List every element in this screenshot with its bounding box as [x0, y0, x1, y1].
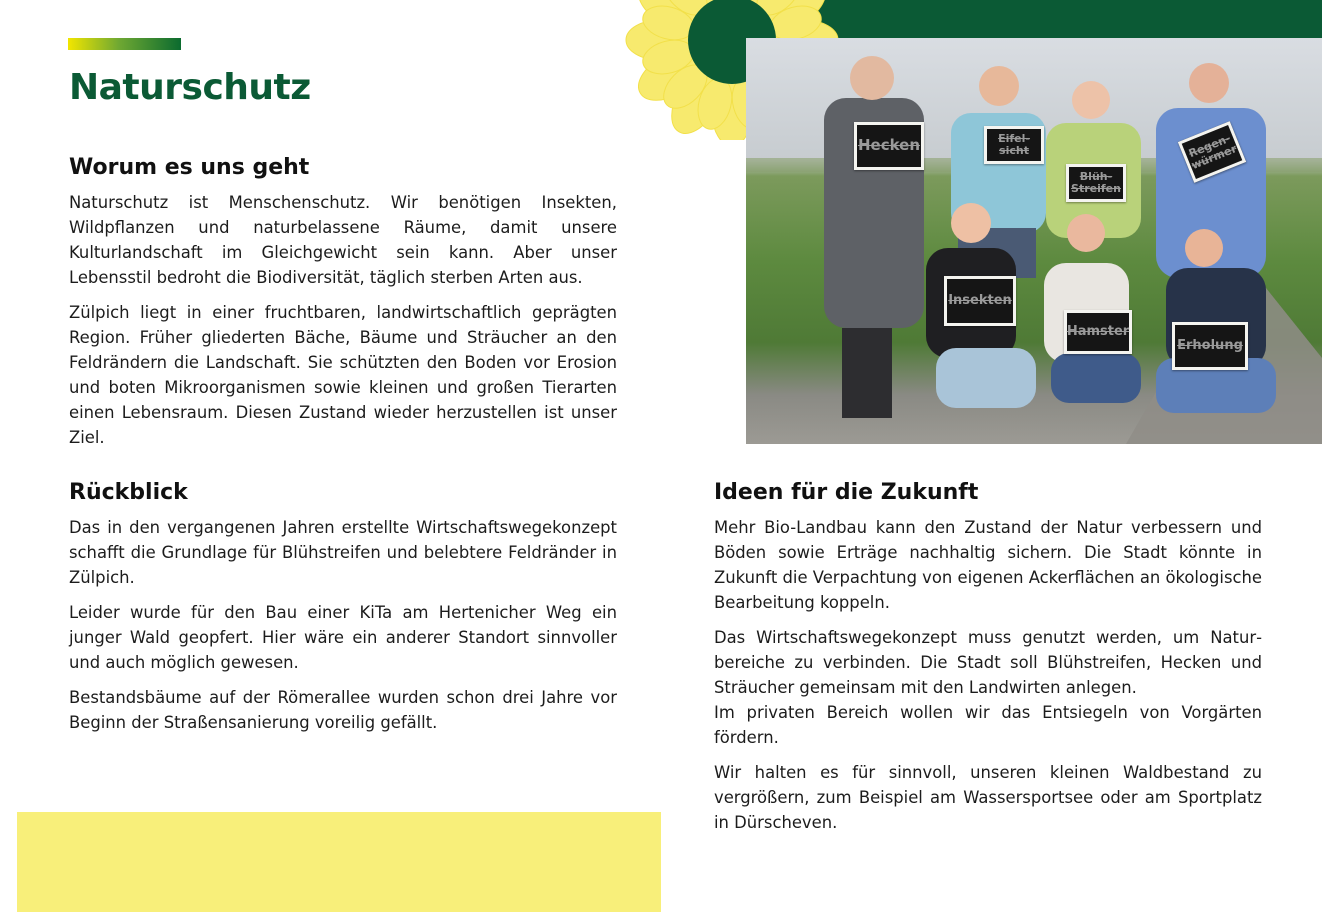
photo-sign: Blüh-Streifen	[1066, 164, 1126, 202]
photo-sign: Insekten	[944, 276, 1016, 326]
photo-sign: Hecken	[854, 122, 924, 170]
paragraph: Naturschutz ist Menschenschutz. Wir benötigen Insekten, Wildpflanzen und naturbelassene Räume, damit unsere Kulturlandschaft im Gleichgewicht sein kann. Aber unser Lebensstil bedroht die Biodiversität, täglich sterben Arten aus.	[69, 193, 617, 287]
right-column	[714, 480, 1262, 845]
photo-sign: Erholung	[1172, 322, 1248, 370]
photo-sign: Hamster	[1064, 310, 1132, 354]
yellow-highlight-box	[17, 812, 661, 912]
section-heading-worum: Worum es uns geht	[69, 155, 310, 180]
left-column	[69, 155, 617, 745]
group-photo	[746, 38, 1322, 444]
page-title: Naturschutz	[69, 67, 311, 108]
section-heading-rueckblick: Rückblick	[69, 480, 188, 505]
paragraph: Bestandsbäume auf der Römerallee wurden schon drei Jahre vor Beginn der Straßensanierung voreilig gefällt.	[69, 688, 617, 732]
paragraph: Mehr Bio-Landbau kann den Zustand der Natur verbessern und Böden sowie Erträge nachhaltig sichern. Die Stadt könnte in Zukunft die Verpachtung von eigenen Ackerflächen an ökologische Bearbeitung koppeln.	[714, 518, 1262, 612]
person	[1044, 214, 1141, 403]
header-green-band	[780, 0, 1322, 38]
person	[1046, 81, 1141, 238]
photo-sign: Regen-würmer	[1178, 121, 1246, 183]
person	[951, 66, 1046, 278]
paragraph: Wir halten es für sinnvoll, unseren kleinen Waldbestand zu vergrößern, zum Beispiel am Wassersportsee oder am Sportplatz in Dürscheven.	[714, 763, 1262, 832]
paragraph: Im privaten Bereich wollen wir das Entsiegeln von Vorgärten fördern.	[714, 703, 1262, 747]
paragraph: Das in den vergangenen Jahren erstellte Wirtschaftswegekonzept schafft die Grundlage für Blühstreifen und belebtere Feldränder in Zülpich.	[69, 518, 617, 587]
title-accent-bar	[68, 38, 181, 50]
paragraph: Leider wurde für den Bau einer KiTa am Hertenicher Weg ein junger Wald geopfert. Hier wäre ein anderer Standort sinnvoller und auch möglich gewesen.	[69, 603, 617, 672]
photo-sign: Eifel-sicht	[984, 126, 1044, 164]
paragraph: Das Wirtschaftswegekonzept muss genutzt werden, um Naturbereiche zu verbinden. Die Stadt soll Blühstreifen, Hecken und Sträucher gemeinsam mit den Landwirten anlegen.	[714, 628, 1262, 697]
paragraph: Zülpich liegt in einer fruchtbaren, landwirtschaftlich geprägten Region. Früher gliederten Bäche, Bäume und Sträucher an den Feldrändern die Landschaft. Sie schützten den Boden vor Erosion und boten Mikroorganismen sowie kleinen und großen Tierarten einen Lebensraum. Diesen Zustand wieder herzustellen ist unser Ziel.	[69, 303, 617, 447]
section-heading-ideen: Ideen für die Zukunft	[714, 480, 979, 505]
person	[824, 56, 924, 418]
